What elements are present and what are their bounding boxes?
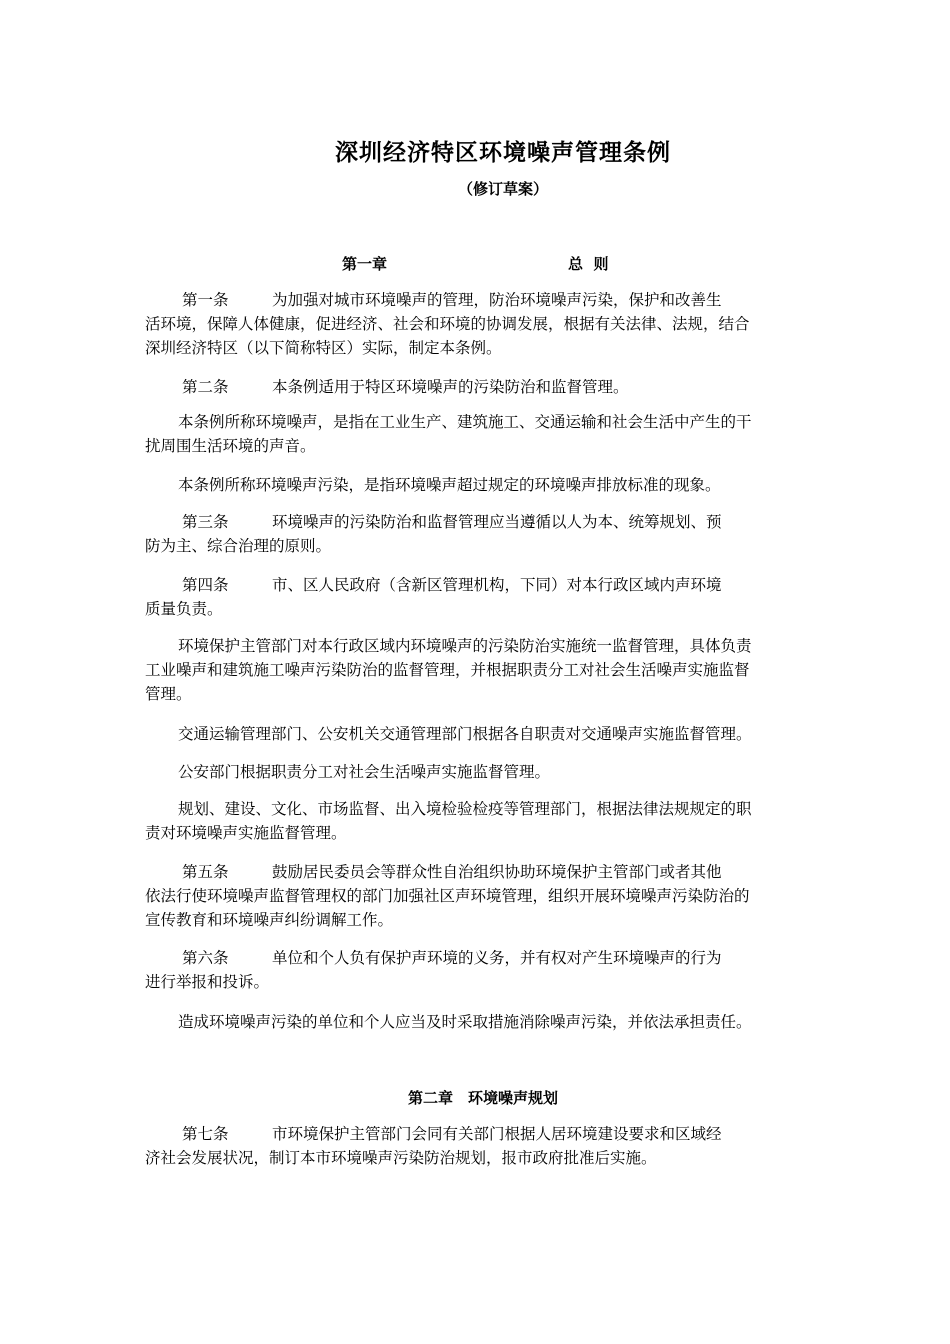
- paragraph-text: 造成环境噪声污染的单位和个人应当及时采取措施消除噪声污染，并依法承担责任。: [178, 1013, 752, 1031]
- paragraph-line: [145, 1010, 800, 1034]
- paragraph: [145, 722, 800, 746]
- paragraph-line: [145, 722, 800, 746]
- paragraph-line: [145, 908, 800, 932]
- paragraph-text: 环境噪声的污染防治和监督管理应当遵循以人为本、统筹规划、预: [272, 513, 722, 531]
- paragraph-line: [145, 410, 800, 434]
- article-label: 第六条: [182, 949, 229, 967]
- paragraph-line: [145, 970, 800, 994]
- paragraph-line: [145, 797, 800, 821]
- paragraph-line: [145, 473, 800, 497]
- paragraph: [145, 1122, 800, 1170]
- article-label: 第一条: [182, 291, 229, 309]
- paragraph-text: 交通运输管理部门、公安机关交通管理部门根据各自职责对交通噪声实施监督管理。: [178, 725, 752, 743]
- paragraph: [145, 797, 800, 845]
- paragraph-line: [145, 336, 800, 360]
- paragraph-line: [145, 821, 800, 845]
- document-title: 深圳经济特区环境噪声管理条例: [335, 139, 671, 166]
- paragraph-line: [145, 510, 800, 534]
- paragraph-text: 环境保护主管部门对本行政区域内环境噪声的污染防治实施统一监督管理，具体负责: [178, 637, 752, 655]
- paragraph-text: 市环境保护主管部门会同有关部门根据人居环境建设要求和区域经: [272, 1125, 722, 1143]
- paragraph: [145, 410, 800, 458]
- paragraph-line: [145, 534, 800, 558]
- document-subtitle: （修订草案）: [457, 180, 548, 198]
- paragraph: [145, 375, 800, 399]
- paragraph-line: [145, 1146, 800, 1170]
- paragraph: [145, 473, 800, 497]
- paragraph-text: 扰周围生活环境的声音。: [145, 437, 316, 455]
- paragraph-text: 防为主、综合治理的原则。: [145, 537, 332, 555]
- article-label: 第四条: [182, 576, 229, 594]
- paragraph-text: 管理。: [145, 685, 192, 703]
- paragraph-text: 规划、建设、文化、市场监督、出入境检验检疫等管理部门，根据法律法规规定的职: [178, 800, 752, 818]
- paragraph: [145, 573, 800, 621]
- article-label: 第五条: [182, 863, 229, 881]
- paragraph-text: 活环境，保障人体健康，促进经济、社会和环境的协调发展，根据有关法律、法规，结合: [145, 315, 750, 333]
- paragraph-text: 深圳经济特区（以下简称特区）实际，制定本条例。: [145, 339, 502, 357]
- paragraph-line: [145, 760, 800, 784]
- article-label: 第三条: [182, 513, 229, 531]
- article-label: 第二条: [182, 378, 229, 396]
- paragraph-text: 责对环境噪声实施监督管理。: [145, 824, 347, 842]
- paragraph-text: 济社会发展状况，制订本市环境噪声污染防治规划，报市政府批准后实施。: [145, 1149, 657, 1167]
- article-label: 第七条: [182, 1125, 229, 1143]
- paragraph-text: 本条例所称环境噪声，是指在工业生产、建筑施工、交通运输和社会生活中产生的干: [178, 413, 752, 431]
- paragraph-text: 进行举报和投诉。: [145, 973, 270, 991]
- paragraph-text: 单位和个人负有保护声环境的义务，并有权对产生环境噪声的行为: [272, 949, 722, 967]
- paragraph-line: [145, 434, 800, 458]
- paragraph-text: 本条例所称环境噪声污染，是指环境噪声超过规定的环境噪声排放标准的现象。: [178, 476, 721, 494]
- paragraph: [145, 634, 800, 706]
- paragraph-line: [145, 312, 800, 336]
- paragraph-text: 本条例适用于特区环境噪声的污染防治和监督管理。: [272, 378, 629, 396]
- chapter-2-heading: 第二章 环境噪声规划: [407, 1089, 558, 1107]
- paragraph-text: 宣传教育和环境噪声纠纷调解工作。: [145, 911, 394, 929]
- paragraph-line: [145, 682, 800, 706]
- paragraph-line: [145, 597, 800, 621]
- paragraph-text: 鼓励居民委员会等群众性自治组织协助环境保护主管部门或者其他: [272, 863, 722, 881]
- paragraph: [145, 946, 800, 994]
- paragraph-line: [145, 573, 800, 597]
- paragraph-text: 工业噪声和建筑施工噪声污染防治的监督管理，并根据职责分工对社会生活噪声实施监督: [145, 661, 750, 679]
- paragraph: [145, 860, 800, 932]
- paragraph: [145, 510, 800, 558]
- paragraph-text: 质量负责。: [145, 600, 223, 618]
- paragraph-line: [145, 884, 800, 908]
- paragraph: [145, 288, 800, 360]
- chapter-1-number: 第一章: [342, 255, 388, 273]
- paragraph: [145, 760, 800, 784]
- paragraph-line: [145, 288, 800, 312]
- paragraph-text: 为加强对城市环境噪声的管理，防治环境噪声污染，保护和改善生: [272, 291, 722, 309]
- paragraph-text: 依法行使环境噪声监督管理权的部门加强社区声环境管理，组织开展环境噪声污染防治的: [145, 887, 750, 905]
- paragraph-text: 公安部门根据职责分工对社会生活噪声实施监督管理。: [178, 763, 551, 781]
- paragraph-line: [145, 860, 800, 884]
- paragraph-text: 市、区人民政府（含新区管理机构，下同）对本行政区域内声环境: [272, 576, 722, 594]
- chapter-1-name: 总 则: [568, 255, 609, 273]
- paragraph-line: [145, 375, 800, 399]
- paragraph-line: [145, 658, 800, 682]
- paragraph: [145, 1010, 800, 1034]
- paragraph-line: [145, 946, 800, 970]
- paragraph-line: [145, 634, 800, 658]
- paragraph-line: [145, 1122, 800, 1146]
